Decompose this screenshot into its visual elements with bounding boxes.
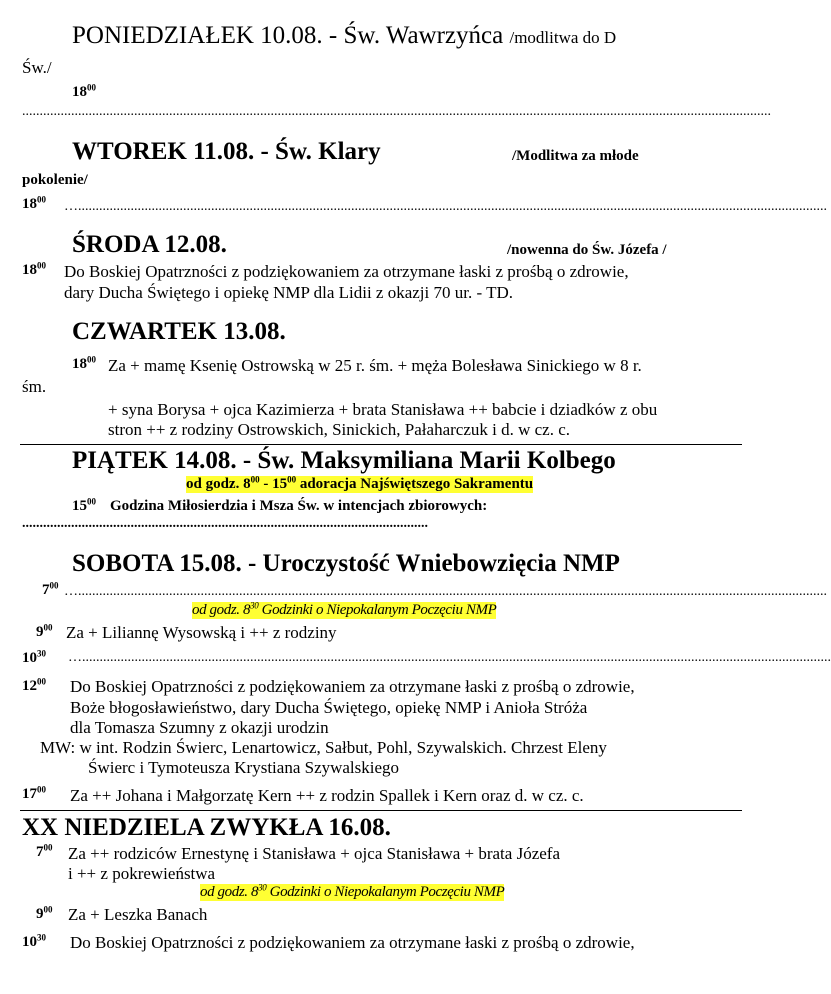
- mass-time: $7^{00}$: [42, 580, 59, 598]
- mass-time: $17^{00}$: [22, 784, 46, 802]
- intention-line: + syna Borysa + ojca Kazimierza + brata Stanisława ++ babcie i dziadków z obu: [108, 400, 658, 419]
- intention-line: Za + Liliannę Wysowską i ++ z rodziny: [66, 623, 337, 642]
- intention-line: MW: w int. Rodzin Świerc, Lenartowicz, Sałbut, Pohl, Szywalskich. Chrzest Eleny: [40, 738, 607, 757]
- mass-time: $15^{00}$: [72, 496, 96, 514]
- mass-time: $9^{00}$: [36, 622, 53, 640]
- mass-time: $18^{00}$: [22, 260, 46, 278]
- heading-sunday: XX NIEDZIELA ZWYKŁA 16.08.: [22, 814, 391, 841]
- godzinki-note: od godz. $8^{30}$ Godzinki o Niepokalanym Poczęciu NMP: [200, 882, 505, 900]
- mass-time: $7^{00}$: [36, 842, 53, 860]
- heading-note: /Modlitwa za młode: [512, 148, 639, 164]
- godzinki-note: od godz. $8^{30}$ Godzinki o Niepokalanym Poczęciu NMP: [192, 600, 497, 618]
- dotted-leader: ....................................................................................................................: [22, 516, 428, 531]
- intention-line: i ++ z pokrewieństwa: [68, 864, 216, 883]
- intention-line: Godzina Miłosierdzia i Msza Św. w intencjach zbiorowych:: [110, 498, 488, 514]
- heading-wrap: Św./: [22, 58, 52, 77]
- heading-note: /modlitwa do D: [509, 28, 617, 47]
- heading-tuesday: WTOREK 11.08. - Św. Klary: [72, 138, 381, 165]
- mass-time: $9^{00}$: [36, 904, 53, 922]
- mass-time: $10^{30}$: [22, 648, 46, 666]
- intention-line: Do Boskiej Opatrzności z podziękowaniem za otrzymane łaski z prośbą o zdrowie,: [70, 677, 635, 696]
- dotted-leader: …......................................................................................................................................................................................................................: [68, 650, 831, 665]
- intention-line: dary Ducha Świętego i opiekę NMP dla Lidii z okazji 70 ur. - TD.: [64, 283, 513, 302]
- intention-line: Za + mamę Ksenię Ostrowską w 25 r. śm. + męża Bolesława Sinickiego w 8 r.: [108, 356, 642, 375]
- divider: [20, 444, 742, 445]
- mass-time: $10^{30}$: [22, 932, 46, 950]
- heading-wednesday: ŚRODA 12.08.: [72, 231, 227, 258]
- heading-monday: PONIEDZIAŁEK 10.08. - Św. Wawrzyńca /modlitwa do D: [72, 22, 617, 49]
- dotted-leader: …......................................................................................................................................................................................................................: [64, 199, 827, 214]
- intention-line: Za ++ rodziców Ernestynę i Stanisława + ojca Stanisława + brata Józefa: [68, 844, 560, 863]
- heading-note: /nowenna do Św. Józefa /: [507, 242, 667, 258]
- adoration-note: od godz. $8^{00} - 15^{00}$ adoracja Najświętszego Sakramentu: [186, 474, 534, 492]
- dotted-leader: ......................................................................................................................................................................................................................: [22, 104, 771, 119]
- divider: [20, 810, 742, 811]
- intention-line: stron ++ z rodziny Ostrowskich, Sinickich, Pałaharczuk i d. w cz. c.: [108, 420, 571, 439]
- intention-line: Boże błogosławieństwo, dary Ducha Świętego, opiekę NMP i Anioła Stróża: [70, 698, 588, 717]
- heading-wrap: pokolenie/: [22, 172, 88, 188]
- mass-time: $18^{00}$: [72, 354, 96, 372]
- heading-friday: PIĄTEK 14.08. - Św. Maksymiliana Marii Kolbego: [72, 447, 616, 474]
- intention-line: Za + Leszka Banach: [68, 905, 208, 924]
- intention-wrap: śm.: [22, 377, 47, 396]
- intention-line: Świerc i Tymoteusza Krystiana Szywalskiego: [88, 758, 400, 777]
- intention-line: Do Boskiej Opatrzności z podziękowaniem za otrzymane łaski z prośbą o zdrowie,: [64, 262, 629, 281]
- heading-saturday: SOBOTA 15.08. - Uroczystość Wniebowzięcia NMP: [72, 550, 620, 577]
- intention-line: dla Tomasza Szumny z okazji urodzin: [70, 718, 329, 737]
- dotted-leader: …......................................................................................................................................................................................................................: [64, 584, 827, 599]
- intention-line: Za ++ Johana i Małgorzatę Kern ++ z rodzin Spallek i Kern oraz d. w cz. c.: [70, 786, 584, 805]
- intention-line: Do Boskiej Opatrzności z podziękowaniem za otrzymane łaski z prośbą o zdrowie,: [70, 933, 635, 952]
- heading-thursday: CZWARTEK 13.08.: [72, 318, 286, 345]
- mass-time: $18^{00}$: [72, 82, 96, 100]
- mass-time: $18^{00}$: [22, 194, 46, 212]
- mass-time: $12^{00}$: [22, 676, 46, 694]
